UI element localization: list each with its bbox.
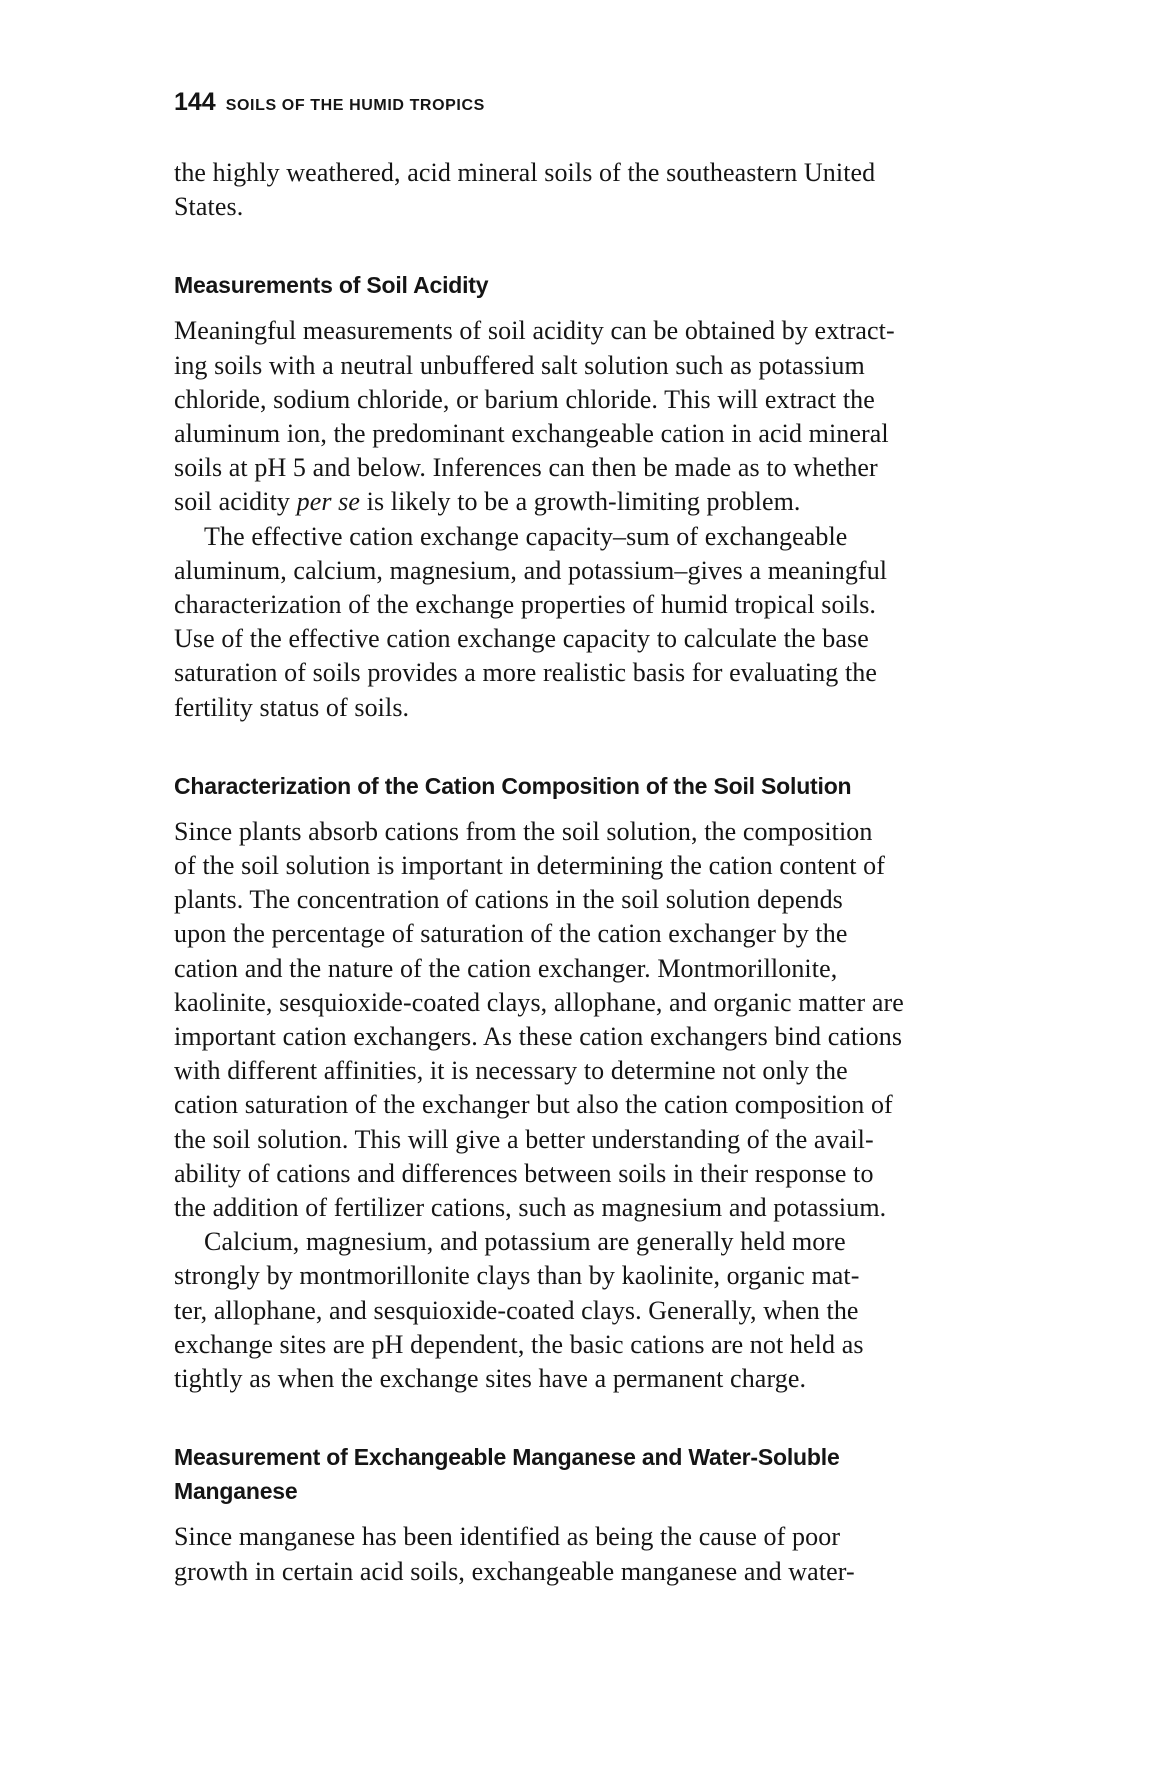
section-heading-manganese (174, 1440, 1054, 1508)
text-line: Use of the effective cation exchange capacity to calculate the base (174, 624, 869, 654)
text-column (174, 156, 1054, 1589)
italic-term: per se (296, 487, 361, 517)
section-heading-cation-composition: Characterization of the Cation Composition of the Soil Solution (174, 772, 852, 799)
text-line: chloride, sodium chloride, or barium chloride. This will extract the (174, 384, 875, 414)
text-line: Since manganese has been identified as being the cause of poor (174, 1522, 841, 1552)
text-line: the soil solution. This will give a better understanding of the avail- (174, 1124, 874, 1154)
text-line: The effective cation exchange capacity–sum of exchangeable (204, 521, 848, 551)
text-line: kaolinite, sesquioxide-coated clays, allophane, and organic matter are (174, 987, 904, 1017)
intro-paragraph (174, 156, 1054, 224)
text-line: Meaningful measurements of soil acidity can be obtained by extract- (174, 316, 895, 346)
text-line: of the soil solution is important in determining the cation content of (174, 851, 886, 881)
section-heading-soil-acidity: Measurements of Soil Acidity (174, 272, 489, 299)
text-line: ing soils with a neutral unbuffered salt solution such as potassium (174, 350, 865, 380)
text-line: cation saturation of the exchanger but also the cation composition of (174, 1090, 893, 1120)
text-line: upon the percentage of saturation of the cation exchanger by the (174, 919, 848, 949)
text-line: characterization of the exchange properties of humid tropical soils. (174, 590, 877, 620)
paragraph-soil-acidity-1 (174, 314, 1054, 519)
running-head (174, 88, 1054, 117)
text-line: fertility status of soils. (174, 692, 410, 722)
text-line: States. (174, 192, 244, 222)
text-line: growth in certain acid soils, exchangeable manganese and water- (174, 1556, 855, 1586)
running-title: SOILS OF THE HUMID TROPICS (225, 97, 485, 114)
text-line: with different affinities, it is necessary to determine not only the (174, 1056, 848, 1086)
text-line: plants. The concentration of cations in the soil solution depends (174, 885, 843, 915)
text-line: important cation exchangers. As these cation exchangers bind cations (174, 1022, 903, 1052)
text-line: strongly by montmorillonite clays than by kaolinite, organic mat- (174, 1261, 860, 1291)
heading-line: Measurement of Exchangeable Manganese and Water-Soluble (174, 1444, 840, 1471)
text-line: ter, allophane, and sesquioxide-coated clays. Generally, when the (174, 1295, 859, 1325)
paragraph-cation-composition-1 (174, 815, 1054, 1225)
paragraph-cation-composition-2 (174, 1225, 1054, 1396)
text-line: the highly weathered, acid mineral soils of the southeastern United (174, 158, 876, 187)
text-line: ability of cations and differences between soils in their response to (174, 1158, 874, 1188)
text-run: is likely to be a growth-limiting problem. (360, 487, 801, 517)
text-line: soils at pH 5 and below. Inferences can then be made as to whether (174, 453, 878, 483)
text-line: Calcium, magnesium, and potassium are generally held more (204, 1227, 846, 1257)
text-line: cation and the nature of the cation exchanger. Montmorillonite, (174, 953, 838, 983)
text-line: exchange sites are pH dependent, the basic cations are not held as (174, 1329, 864, 1359)
text-run: soil acidity (174, 487, 297, 517)
text-line (174, 485, 1054, 519)
paragraph-soil-acidity-2 (174, 520, 1054, 725)
text-line: Since plants absorb cations from the soil solution, the composition (174, 816, 873, 846)
text-line: aluminum ion, the predominant exchangeable cation in acid mineral (174, 419, 889, 449)
text-line: aluminum, calcium, magnesium, and potassium–gives a meaningful (174, 555, 888, 585)
page-number: 144 (174, 88, 216, 116)
text-line: the addition of fertilizer cations, such as magnesium and potassium. (174, 1193, 887, 1223)
text-line: tightly as when the exchange sites have a permanent charge. (174, 1364, 807, 1394)
heading-line: Manganese (174, 1478, 298, 1505)
paragraph-manganese-1 (174, 1520, 1054, 1588)
text-line: saturation of soils provides a more realistic basis for evaluating the (174, 658, 878, 688)
